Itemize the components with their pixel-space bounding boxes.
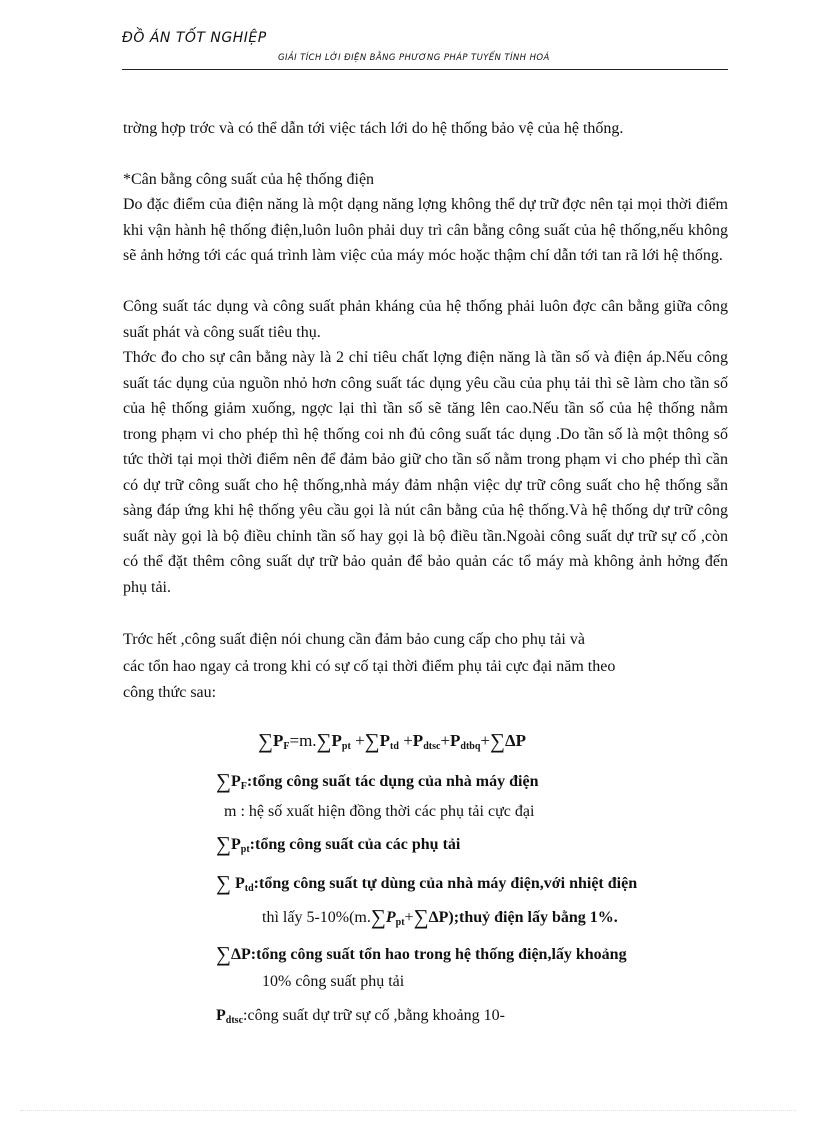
paragraph-5-line-2: các tổn hao ngay cả trong khi có sự cố tại thời điểm phụ tải cực đại năm theo [123,658,616,675]
definition-pdtsc: $P_{dtsc}:công$ suất dự trữ sự cố ,bằng khoảng 10- [216,1007,505,1026]
definition-ppt: $\sum P_{pt}:tổng$ công suất của các phụ tải [216,832,461,856]
header-rule [122,69,728,70]
definition-delta-p-cont: 10% công suất phụ tải [262,973,405,990]
paragraph-5-line-3: công thức sau: [123,684,217,701]
header-subtitle: GIẢI TÍCH LỚI ĐIỆN BẰNG PHƯƠNG PHÁP TUYẾN TÍNH HOÁ [278,53,550,63]
footer-rule [20,1110,796,1111]
header-title: ĐỒ ÁN TỐT NGHIỆP [122,30,267,46]
paragraph-4: Thớc đo cho sự cân bằng này là 2 chỉ tiêu chất lợng điện năng là tần số và điện áp.Nếu công suất tác dụng của nguồn nhỏ hơn công suất tác dụng yêu cầu của phụ tải thì sẽ làm cho tần số của hệ thống giảm xuống, ngợc lại thì tần số sẽ tăng lên cao.Nếu tần số của hệ thống nằm trong phạm vi cho phép thì hệ thống coi nh đủ công suất tác dụng .Do tần số là một thông số tức thời tại mọi thời điểm nên để đảm bảo giữ cho tần số nằm trong phạm vi cho phép thì cần có dự trữ công suất cho hệ thống,nhà máy đảm nhận việc dự trữ công suất cho hệ thống sẵn sàng đáp ứng khi hệ thống yêu cầu gọi là nút cân bằng của hệ thống.Và hệ thống dự trữ công suất này gọi là bộ điều chỉnh tần số hay gọi là bộ điều tần.Ngoài công suất dự trữ sự cố ,còn có thể đặt thêm công suất dự trữ bảo quản để bảo quản các tổ máy mà không ảnh hởng đến phụ tải. [123,349,728,596]
paragraph-5-line-1: Trớc hết ,công suất điện nói chung cần đảm bảo cung cấp cho phụ tải và [123,631,585,648]
definition-ptd: ∑ $P_{td}:tổng$ công suất tự dùng của nhà máy điện,với nhiệt điện [216,871,638,895]
paragraph-2: Do đặc điểm của điện năng là một dạng năng lợng không thể dự trữ đợc nên tại mọi thời điểm khi vận hành hệ thống điện,luôn luôn phải duy trì cân bằng công suất của hệ thống,nếu không sẽ ảnh hởng tới các quá trình làm việc của máy móc hoặc thậm chí dẫn tới tan rã lới hệ thống. [123,196,728,264]
definition-delta-p: ∑ΔP:tổng công suất tổn hao trong hệ thống điện,lấy khoảng [216,942,627,966]
paragraph-3: Công suất tác dụng và công suất phản kháng của hệ thống phải luôn đợc cân bằng giữa công suất phát và công suất tiêu thụ. [123,298,728,341]
definition-pf: $\sum P_F:tổng$ công suất tác dụng của nhà máy điện [216,769,539,793]
paragraph-1: trờng hợp trớc và có thể dẫn tới việc tách lới do hệ thống bảo vệ của hệ thống. [123,120,624,137]
definition-ptd-cont: thì lấy $5-10\%(m.\sum P_{pt}+\sum\Delta P);thuỷ$ điện lấy bằng 1%. [262,905,618,929]
definition-m: m : hệ số xuất hiện đồng thời các phụ tải cực đại [224,803,535,820]
power-balance-formula: $\sum P_F=m.\sum P_{pt} +\sum P_{td} +P_{dtsc}+P_{dtbq}+\sum\Delta P$ [258,729,527,753]
section-heading: *Cân bằng công suất của hệ thống điện [123,171,375,188]
